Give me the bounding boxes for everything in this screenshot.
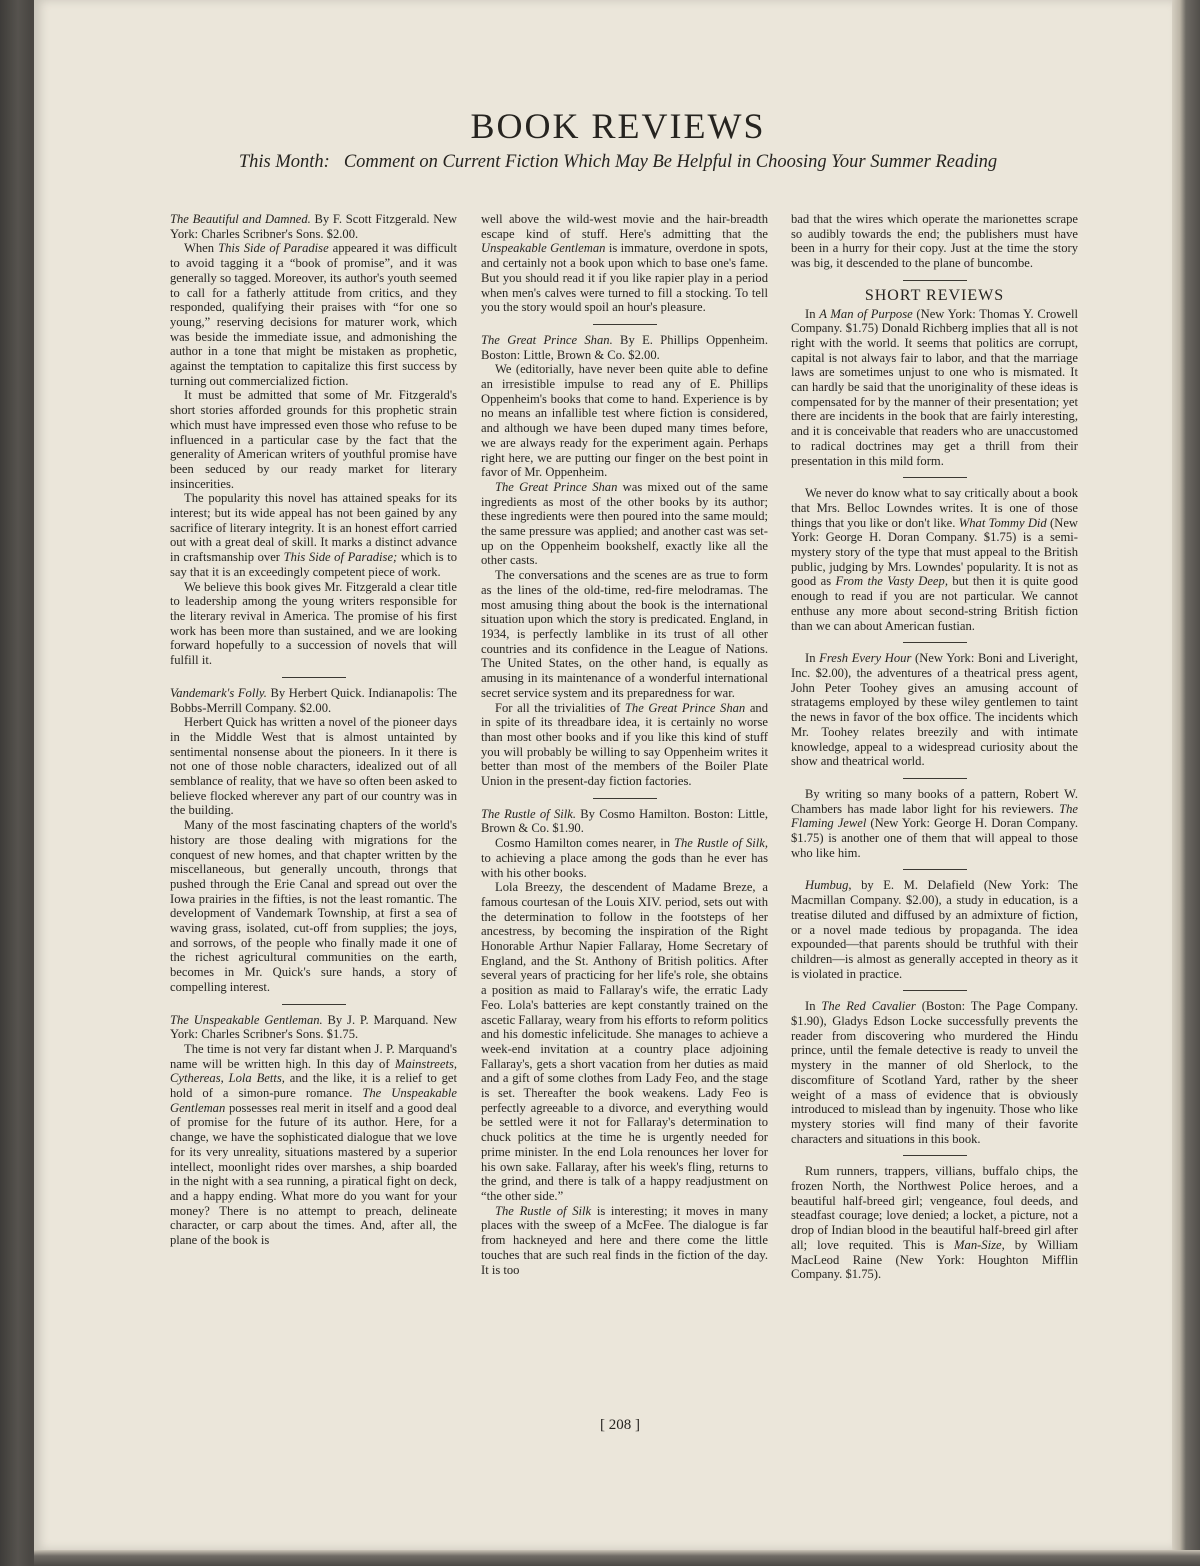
review-heading: Vandemark's Folly. By Herbert Quick. Indianapolis: The Bobbs-Merrill Company. $2.00. — [170, 685, 457, 715]
book-title: The Great Prince Shan. — [481, 332, 613, 347]
review-heading: The Beautiful and Damned. By F. Scott Fitzgerald. New York: Charles Scribner's Sons. $2.00. — [170, 212, 457, 241]
short-review: In The Red Cavalier (Boston: The Page Company. $1.90), Gladys Edson Locke successfully prevents the reader from discovering who murdered the Hindu prince, until the female detective is ready to unveil the mystery in the manner of old Sherlock, to the discomfiture of Scotland Yard, rather by the sheer weight of a mass of evidence that is obviously introduced to mislead than by ingenuity. Those who like mystery stories will find many of their favorite characters and situations in this book. — [791, 999, 1079, 1146]
short-reviews-heading: SHORT REVIEWS — [864, 286, 1005, 304]
section-divider — [903, 642, 967, 643]
review-paragraph: We believe this book gives Mr. Fitzgerald a clear title to leadership among the young writers responsible for the literary revival in America. The promise of his first work has been more than sustained, and we are looking forward hopefully to a succession of novels that will fulfill it. — [170, 579, 457, 668]
column-left — [170, 212, 457, 1248]
section-divider — [593, 798, 657, 799]
section-divider — [903, 477, 967, 478]
short-review: Humbug, by E. M. Delafield (New York: The Macmillan Company. $2.00), a study in education, is a treatise diluted and diffused by an admixture of fiction, or a novel made tedious by propaganda. The idea expounded—that parents should be truthful with their children—is almost as generally accepted in theory as it is violated in practice. — [791, 878, 1078, 981]
subtitle-lead: This Month: — [238, 152, 330, 172]
subtitle-text: Comment on Current Fiction Which May Be Helpful in Choosing Your Summer Reading — [343, 152, 998, 172]
book-title: The Rustle of Silk. — [481, 806, 576, 821]
section-divider — [593, 324, 657, 325]
page-bottom-edge — [34, 1550, 1200, 1566]
section-divider — [903, 1155, 967, 1156]
short-review: In A Man of Purpose (New York: Thomas Y. Crowell Company. $1.75) Donald Richberg implies that all is not right with the world. It seems that politics are corrupt, capital is not always fair to labor, and that the marriage laws are sometimes unjust to one who is mismated. It can hardly be said that the unoriginality of these ideas is compensated for by the manner of their presentation; yet there are incidents in the book that are fairly interesting, and it is conceivable that readers who are unaccustomed to radical doctrines may get a thrill from their presentation in this mild form. — [791, 306, 1078, 468]
review-paragraph: well above the wild-west movie and the hair-breadth escape kind of stuff. Here's admitting that the Unspeakable Gentleman is immature, overdone in spots, and certainly not a book upon which to base one's fame. But you should read it if you like rapier play in a period when men's calves were turned to fill a stocking. To tell you the story would spoil an hour's pleasure. — [481, 212, 768, 315]
review-paragraph: For all the trivialities of The Great Prince Shan and in spite of its threadbare idea, it is certainly no worse than most other books and if you like this kind of stuff you will probably be willing to say Oppenheim writes it better than most of the members of the Boiler Plate Union in the present-day fiction factories. — [481, 700, 768, 789]
short-review: Rum runners, trappers, villians, buffalo chips, the frozen North, the Northwest Police heroes, and a beautiful half-breed girl; vengeance, foul deeds, and steadfast courage; love denied; a locket, a picture, not a drop of Indian blood in the beautiful half-breed girl after all; love requited. This is Man-Size, by William MacLeod Raine (New York: Houghton Mifflin Company. $1.75). — [791, 1164, 1078, 1282]
short-review: In Fresh Every Hour (New York: Boni and Liveright, Inc. $2.00), the adventures of a theatrical press agent, John Peter Toohey gives an amusing account of stratagems employed by these wiley gentlemen to taint the news in favor of the box office. The incidents which Mr. Toohey relates breezily and with intimate knowledge, appeal to a widespread curiosity about the show and theatrical world. — [791, 651, 1078, 769]
review-paragraph: The Great Prince Shan was mixed out of the same ingredients as most of the other books by its author; these ingredients were then poured into the same mould; the same pressure was applied; and another cast was set-up on the Oppenheim bookshelf, exactly like all the other casts. — [481, 479, 768, 568]
review-paragraph: Herbert Quick has written a novel of the pioneer days in the Middle West that is almost untainted by sentimental nonsense about the pioneers. In it there is not one of those noble characters, idealized out of all semblance of reality, that we have so often been asked to believe flocked wherever any part of our country was in the building. — [170, 715, 457, 818]
review-paragraph: Many of the most fascinating chapters of the world's history are those dealing with migrations for the conquest of new homes, and that chapter written by the miscellaneous, but generally uncouth, throngs that pushed through the Erie Canal and spread out over the Iowa prairies in the fifties, is not the least romantic. The development of Vandemark Township, at first a sea of waving grass, isolated, cut-off from supplies; the joys, and sorrows, of the people who finally made it one of the richest agricultural communities on the earth, becomes in Mr. Quick's sure hands, a story of compelling interest. — [170, 818, 457, 994]
review-paragraph: When This Side of Paradise appeared it was difficult to avoid tagging it a “book of promise”, and it was generally so tagged. Moreover, its author's youth seemed to call for a fatherly attitude from critics, and they responded, qualifying their praises with “for one so young,” reserving decisions for maturer work, which was beside the immediate issue, and admonishing the author in a tone that might be mistaken as prophetic, against the temptation to capitalize this first success by turning out commercialized fiction. — [170, 241, 457, 388]
section-divider — [903, 280, 967, 281]
short-review: We never do know what to say critically about a book that Mrs. Belloc Lowndes writes. It is one of those things that you like or don't like. What Tommy Did (New York: George H. Doran Company. $1.75) is a semi-mystery story of the type that must appeal to the British public, judging by Mrs. Lowndes' popularity. It is not as good as From the Vasty Deep, but then it is quite good enough to read if you are not particular. We cannot enthuse any more about second-string British fiction than we can about American fustian. — [791, 486, 1079, 633]
review-paragraph: The conversations and the scenes are as true to form as the lines of the old-time, red-fire melodramas. The most amusing thing about the book is the international situation upon which the story is predicated. England, in 1934, is perfectly lamblike in its trust of all other countries and its confidence in the League of Nations. The United States, on the other hand, is equally as amusing in its maintenance of a wonderful international secret service system and its preparedness for war. — [481, 568, 768, 700]
short-review: By writing so many books of a pattern, Robert W. Chambers has made labor light for his reviewers. The Flaming Jewel (New York: George H. Doran Company. $1.75) is another one of them that will appeal to those who like him. — [791, 786, 1078, 860]
book-title: Vandemark's Folly. — [170, 685, 267, 700]
page-title: BOOK REVIEWS — [470, 106, 766, 146]
review-heading: The Rustle of Silk. By Cosmo Hamilton. Boston: Little, Brown & Co. $1.90. — [481, 806, 768, 836]
section-divider — [903, 869, 967, 870]
review-paragraph: It must be admitted that some of Mr. Fitzgerald's short stories afforded grounds for this prophetic strain which must have impressed even those who refuse to be influenced in a particular case by the fact that the generality of American writers of youthful promise have been seduced by our ready market for literary insincerities. — [170, 388, 457, 491]
review-heading: The Unspeakable Gentleman. By J. P. Marquand. New York: Charles Scribner's Sons. $1.75. — [170, 1012, 458, 1042]
page-number: [ 208 ] — [600, 1417, 640, 1433]
section-divider — [903, 778, 967, 779]
review-paragraph: The Rustle of Silk is interesting; it moves in many places with the sweep of a McFee. The dialogue is far from hackneyed and here and there come the little touches that are such real finds in the fiction of the day. It is too — [481, 1203, 768, 1277]
review-heading: The Great Prince Shan. By E. Phillips Oppenheim. Boston: Little, Brown & Co. $2.00. — [481, 332, 768, 362]
review-paragraph: Lola Breezy, the descendent of Madame Breze, a famous courtesan of the Louis XIV. period, sets out with the determination to follow in the footsteps of her ancestress, by becoming the inspiration of the Right Honorable Arthur Napier Fallaray, Home Secretary of England, and the St. Anthony of British politics. After several years of practicing for her life's role, she obtains a position as maid to Fallaray's wife, the erratic Lady Feo. Lola's batteries are kept constantly trained on the ascetic Fallaray, weary from his efforts to reform politics and his domestic infelicitude. She manages to achieve a week-end invitation at a country place adjoining Fallaray's, gets a short vacation from her duties as maid and a gift of some clothes from Lady Feo, and the stage is set. Thereafter the book weakens. Lady Feo is perfectly agreeable to a divorce, and everything would be settled were it not for Fallaray's determination to chuck politics at the time he is urgently needed for prime minister. In the end Lola renounces her lover for his own sake. Fallaray, after his week's fling, returns to the grind, and there is talk of a happy readjustment on “the other side.” — [481, 880, 768, 1203]
page-subtitle — [168, 152, 1068, 173]
review-paragraph: bad that the wires which operate the marionettes scrape so audibly towards the end; the publishers must have been in a hurry for their copy. Just at the time the story was big, it descended to the plane of buncombe. — [791, 212, 1078, 271]
section-divider — [903, 990, 967, 991]
section-divider — [282, 677, 346, 678]
review-paragraph: We (editorially, have never been quite able to define an irresistible impulse to read any of E. Phillips Oppenheim's books that come to hand. Experience is by no means an infallible test where fiction is considered, and although we have been duped many times before, we are always ready for the experiment again. Perhaps right here, we are putting our finger on the best point in favor of Mr. Oppenheim. — [481, 362, 768, 480]
review-paragraph: The time is not very far distant when J. P. Marquand's name will be written high. In this day of Mainstreets, Cythereas, Lola Betts, and the like, it is a relief to get hold of a simon-pure romance. The Unspeakable Gentleman possesses real merit in itself and a good deal of promise for the future of its author. Here, for a change, we have the sophisticated dialogue that we love for its very unreality, situations mastered by a superior intellect, moonlight rides over marshes, a ship boarded in the night with a sea running, a piratical fight on deck, and a happy ending. What more do you want for your money? There is no attempt to preach, delineate character, or carp about the times. And, after all, the plane of the book is — [170, 1041, 458, 1248]
column-right — [791, 212, 1078, 1282]
section-divider — [282, 1004, 346, 1005]
page-header — [168, 104, 1068, 173]
page-edge — [1172, 0, 1200, 1566]
book-title: The Unspeakable Gentleman. — [170, 1012, 323, 1027]
review-paragraph: The popularity this novel has attained speaks for its interest; but its wide appeal has not been gained by any sacrifice of literary integrity. It is an honest effort carried out with a great deal of skill. It marks a distinct advance in craftsmanship over This Side of Paradise; which is to say that it is an exceedingly competent piece of work. — [170, 491, 458, 579]
column-middle — [481, 212, 768, 1277]
book-title: The Beautiful and Damned. — [170, 212, 311, 226]
review-paragraph: Cosmo Hamilton comes nearer, in The Rustle of Silk, to achieving a place among the gods than he ever has with his other books. — [481, 836, 768, 880]
